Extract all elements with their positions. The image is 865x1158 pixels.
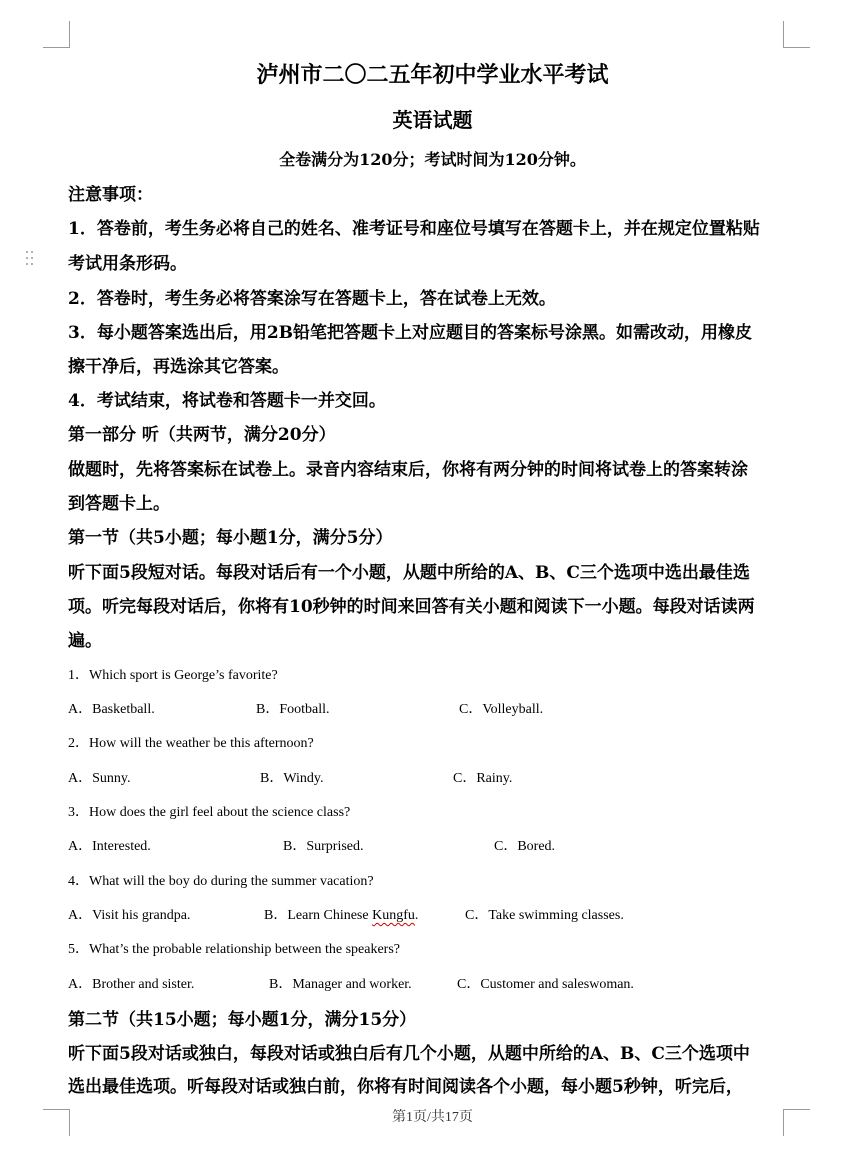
section1-heading: 第一节（共5小题；每小题1分，满分5分） — [68, 528, 393, 548]
page-corner-mark — [783, 21, 810, 48]
notice-item-2: 2．答卷时，考生务必将答案涂写在答题卡上，答在试卷上无效。 — [68, 289, 556, 309]
option-b — [264, 904, 418, 924]
drag-handle-icon[interactable] — [26, 251, 34, 267]
notice-item-4: 4．考试结束，将试卷和答题卡一并交回。 — [68, 391, 386, 411]
option-b: B．Surprised. — [283, 839, 364, 854]
option-b: B．Football. — [256, 702, 330, 717]
exam-subtitle: 英语试题 — [392, 108, 473, 132]
section2-intro: 听下面5段对话或独白，每段对话或独白后有几个小题，从题中所给的A、B、C三个选项中 — [68, 1044, 750, 1064]
section1-intro-cont: 遍。 — [68, 631, 102, 651]
question-2: 2．How will the weather be this afternoon? — [68, 736, 314, 751]
notice-item-3: 3．每小题答案选出后，用2B铅笔把答题卡上对应题目的答案标号涂黑。如需改动，用橡皮 — [68, 323, 753, 343]
question-4: 4．What will the boy do during the summer vacation? — [68, 874, 374, 889]
option-a: A．Basketball. — [68, 702, 155, 717]
option-b: B．Manager and worker. — [269, 977, 412, 992]
option-c: C．Bored. — [494, 839, 556, 854]
notice-item-1: 1．答卷前，考生务必将自己的姓名、准考证号和座位号填写在答题卡上，并在规定位置粘贴 — [68, 219, 760, 239]
section2-heading: 第二节（共15小题；每小题1分，满分15分） — [68, 1010, 417, 1030]
section1-intro: 听下面5段短对话。每段对话后有一个小题，从题中所给的A、B、C三个选项中选出最佳选 — [68, 563, 750, 583]
part1-intro: 做题时，先将答案标在试卷上。录音内容结束后，你将有两分钟的时间将试卷上的答案转涂 — [68, 460, 748, 480]
question-3: 3．How does the girl feel about the science class? — [68, 805, 351, 820]
exam-title: 泸州市二〇二五年初中学业水平考试 — [256, 62, 609, 88]
score-info: 全卷满分为120分；考试时间为120分钟。 — [279, 150, 586, 169]
page-corner-mark — [43, 21, 70, 48]
option-a: A．Visit his grandpa. — [68, 908, 191, 923]
option-b: B．Windy. — [260, 771, 324, 786]
option-b-text: B．Learn Chinese — [264, 908, 373, 923]
part1-heading: 第一部分 听（共两节，满分20分） — [68, 425, 336, 445]
option-b-text: . — [414, 908, 419, 923]
option-a: A．Brother and sister. — [68, 977, 195, 992]
part1-intro-cont: 到答题卡上。 — [68, 494, 170, 514]
option-a: A．Sunny. — [68, 771, 131, 786]
section1-intro-cont: 项。听完每段对话后，你将有10秒钟的时间来回答有关小题和阅读下一小题。每段对话读两 — [68, 597, 755, 617]
notice-item-3-cont: 擦干净后，再选涂其它答案。 — [68, 357, 289, 377]
spellcheck-word[interactable]: Kungfu — [372, 908, 415, 923]
option-c: C．Customer and saleswoman. — [457, 977, 634, 992]
option-c: C．Take swimming classes. — [465, 908, 624, 923]
section2-intro-cont: 选出最佳选项。听每段对话或独白前，你将有时间阅读各个小题，每小题5秒钟，听完后， — [68, 1077, 743, 1097]
notice-heading: 注意事项： — [68, 185, 153, 205]
option-c: C．Rainy. — [453, 771, 513, 786]
question-5: 5．What’s the probable relationship between the speakers? — [68, 942, 400, 957]
notice-item-1-cont: 考试用条形码。 — [68, 254, 187, 274]
page-number: 第1页/共17页 — [392, 1110, 473, 1125]
option-a: A．Interested. — [68, 839, 151, 854]
question-1: 1．Which sport is George’s favorite? — [68, 668, 278, 683]
option-c: C．Volleyball. — [459, 702, 544, 717]
